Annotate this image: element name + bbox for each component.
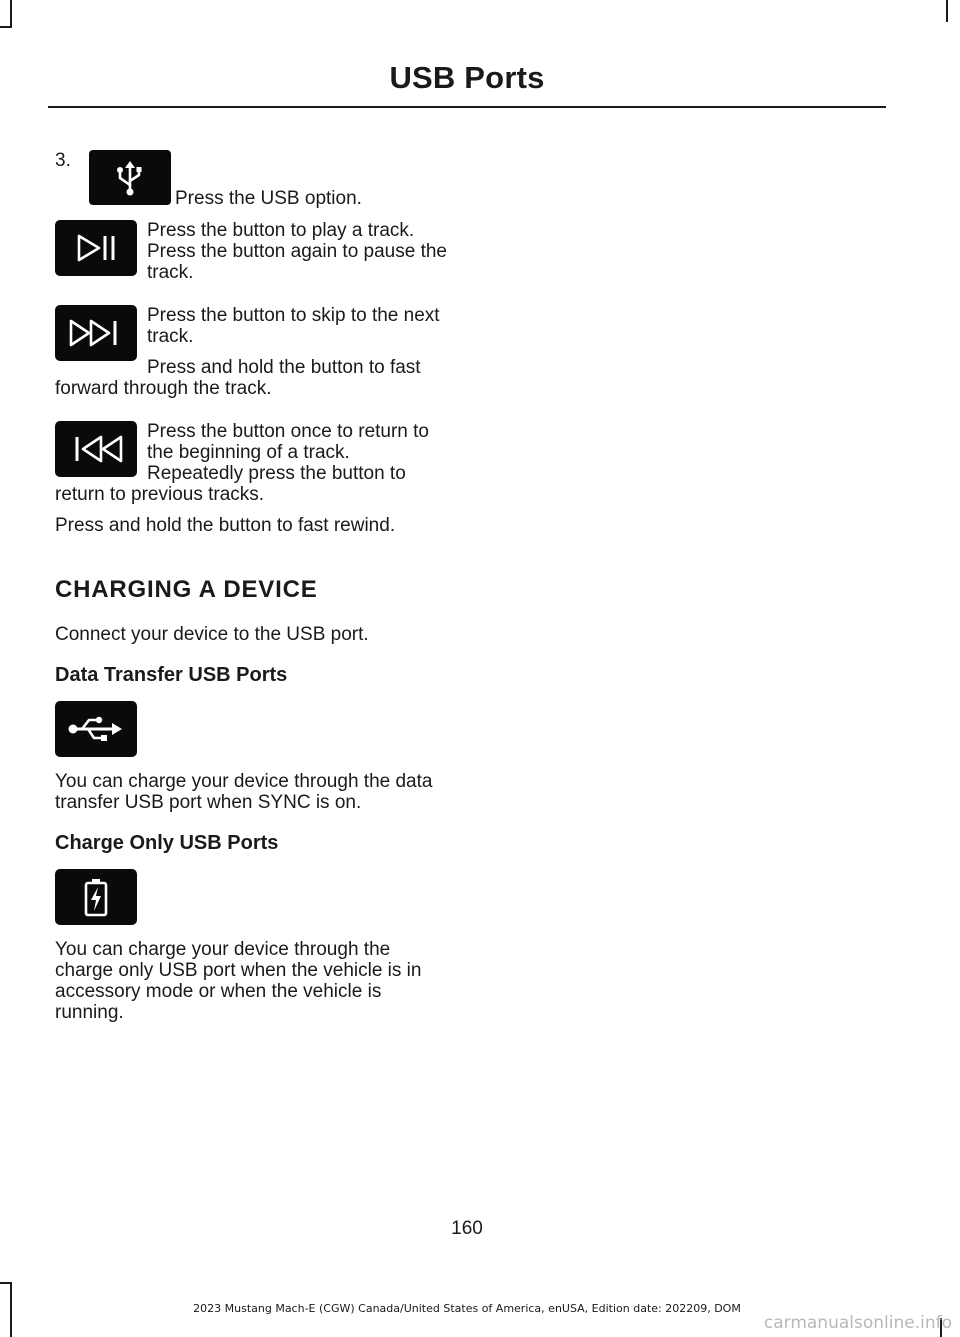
control-skip-forward	[55, 305, 447, 399]
crop-mark	[0, 26, 12, 28]
control-skip-back	[55, 421, 447, 505]
control-description: Press the button to skip to the next track.	[147, 305, 440, 347]
usb-icon	[89, 150, 171, 205]
subsection-text: You can charge your device through the data transfer USB port when SYNC is on.	[55, 771, 433, 813]
control-description: Press the button to play a track. Press the button again to pause the track.	[147, 220, 447, 283]
control-hold-description: Press and hold the button to fast rewind.	[55, 515, 396, 536]
page-content	[55, 150, 447, 1023]
usb-trident-icon	[55, 701, 137, 757]
subsection-heading: Data Transfer USB Ports	[55, 664, 288, 686]
skip-forward-icon	[55, 305, 137, 361]
control-play-pause	[55, 220, 447, 283]
step-number: 3.	[55, 150, 71, 171]
footer-edition: 2023 Mustang Mach-E (CGW) Canada/United States of America, enUSA, Edition date: 202209, DOM	[193, 1302, 741, 1315]
control-description: Press the button once to return to the beginning of a track. Repeatedly press the button to return to previous tracks.	[55, 421, 430, 505]
subsection-heading: Charge Only USB Ports	[55, 832, 279, 854]
control-hold-description: Press and hold the button to fast forward through the track.	[55, 357, 421, 399]
step-usb-option	[55, 150, 447, 207]
crop-mark	[10, 0, 12, 26]
header-divider	[48, 106, 886, 108]
subsection-text: You can charge your device through the charge only USB port when the vehicle is in accessory mode or when the vehicle is running.	[55, 939, 422, 1023]
crop-mark	[946, 0, 948, 22]
step-text: Press the USB option.	[175, 188, 362, 209]
battery-charge-icon	[55, 869, 137, 925]
section-intro: Connect your device to the USB port.	[55, 624, 369, 645]
watermark: carmanualsonline.info	[763, 1313, 952, 1333]
section-heading: CHARGING A DEVICE	[55, 576, 318, 603]
crop-mark	[0, 1282, 12, 1284]
play-pause-icon	[55, 220, 137, 276]
page-number: 160	[451, 1218, 483, 1239]
page-title: USB Ports	[389, 60, 545, 95]
skip-back-icon	[55, 421, 137, 477]
